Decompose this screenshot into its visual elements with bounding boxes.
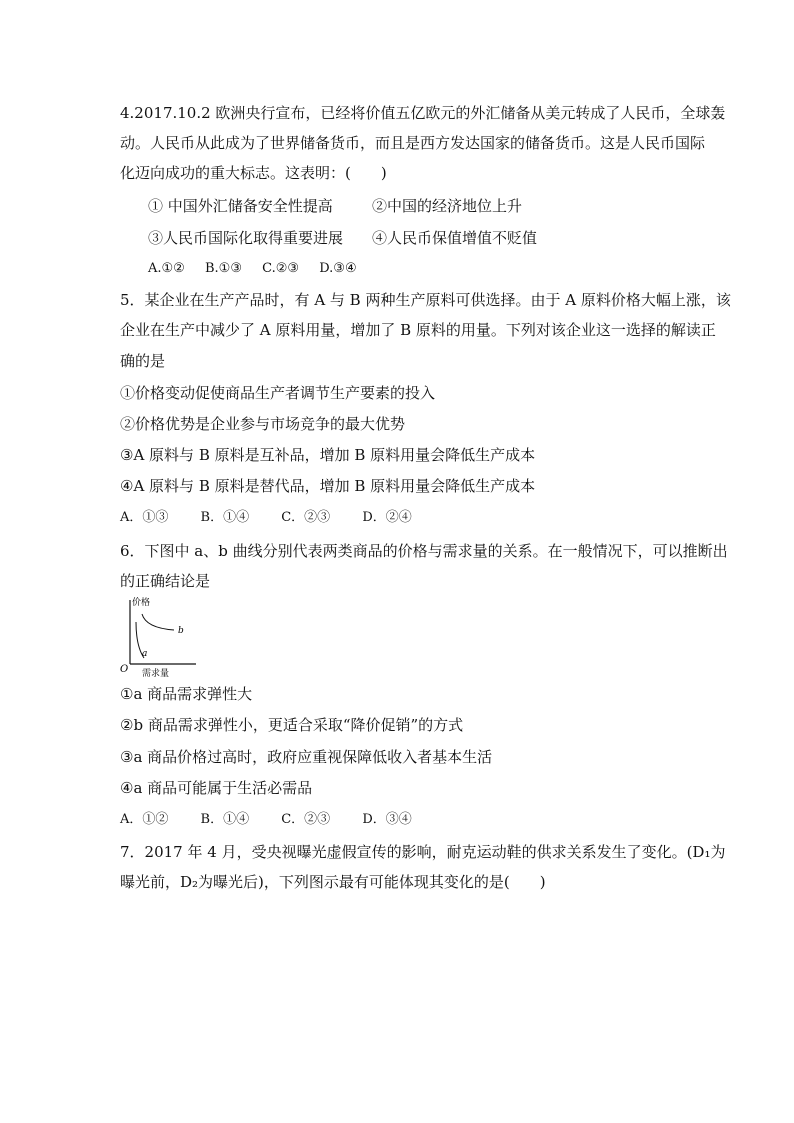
q6-option-b: B．①④	[200, 812, 250, 827]
q5-item-1: ①价格变动促使商品生产者调节生产要素的投入	[120, 384, 436, 402]
q5-line-1: 5．某企业在生产产品时，有 A 与 B 两种生产原料可供选择。由于 A 原料价格大幅上涨，该	[120, 291, 731, 309]
curve-b-label: b	[178, 626, 184, 636]
q4-option-b: B.①③	[204, 261, 242, 276]
q5-line-3: 确的是	[120, 352, 166, 370]
q4-item-4: ④人民币保值增值不贬值	[372, 229, 538, 247]
q6-item-1: ①a 商品需求弹性大	[120, 685, 253, 703]
q6-line-2: 的正确结论是	[120, 572, 211, 590]
q4-line-3: 化迈向成功的重大标志。这表明：( )	[120, 164, 387, 182]
q6-option-d: D．③④	[362, 812, 412, 827]
q6-item-3: ③a 商品价格过高时，政府应重视保障低收入者基本生活	[120, 748, 493, 766]
q5-option-c: C．②③	[281, 510, 331, 525]
q5-item-2: ②价格优势是企业参与市场竞争的最大优势	[120, 415, 406, 433]
q4-item-2: ②中国的经济地位上升	[372, 197, 523, 215]
origin-label: O	[120, 664, 129, 675]
q5-item-3: ③A 原料与 B 原料是互补品，增加 B 原料用量会降低生产成本	[120, 446, 536, 464]
q4-option-a: A.①②	[148, 261, 185, 276]
price-demand-chart	[118, 594, 198, 678]
q4-answer-options	[148, 259, 357, 279]
x-axis-label: 需求量	[142, 669, 170, 678]
q4-line-1: 4.2017.10.2 欧洲央行宣布，已经将价值五亿欧元的外汇储备从美元转成了人民币，全球轰	[120, 104, 726, 122]
q6-line-1: 6．下图中 a、b 曲线分别代表两类商品的价格与需求量的关系。在一般情况下，可以推断出	[120, 542, 728, 560]
q5-option-b: B．①④	[200, 510, 250, 525]
curve-b	[142, 614, 174, 630]
q5-option-d: D．②④	[362, 510, 412, 525]
q6-option-a: A．①②	[120, 812, 169, 827]
q6-answer-options	[120, 810, 412, 830]
q6-option-c: C．②③	[281, 812, 331, 827]
q5-answer-options	[120, 508, 412, 528]
q6-item-2: ②b 商品需求弹性小，更适合采取“降价促销”的方式	[120, 716, 464, 734]
y-axis-label: 价格	[132, 598, 151, 608]
q7-line-1: 7．2017 年 4 月，受央视曝光虚假宣传的影响，耐克运动鞋的供求关系发生了变化。(D₁为	[120, 843, 726, 861]
q5-item-4: ④A 原料与 B 原料是替代品，增加 B 原料用量会降低生产成本	[120, 477, 536, 495]
q4-option-c: C.②③	[262, 261, 300, 276]
q4-item-1: ① 中国外汇储备安全性提高	[148, 197, 333, 215]
q6-item-4: ④a 商品可能属于生活必需品	[120, 779, 313, 797]
q7-line-2: 曝光前，D₂为曝光后)，下列图示最有可能体现其变化的是( )	[120, 873, 546, 891]
q4-option-d: D.③④	[319, 261, 357, 276]
q5-line-2: 企业在生产中减少了 A 原料用量，增加了 B 原料的用量。下列对该企业这一选择的解读正	[120, 321, 716, 339]
q4-item-3: ③人民币国际化取得重要进展	[148, 229, 344, 247]
q5-option-a: A．①③	[120, 510, 169, 525]
q4-line-2: 动。人民币从此成为了世界储备货币，而且是西方发达国家的储备货币。这是人民币国际	[120, 134, 706, 152]
curve-a-label: a	[142, 649, 148, 659]
